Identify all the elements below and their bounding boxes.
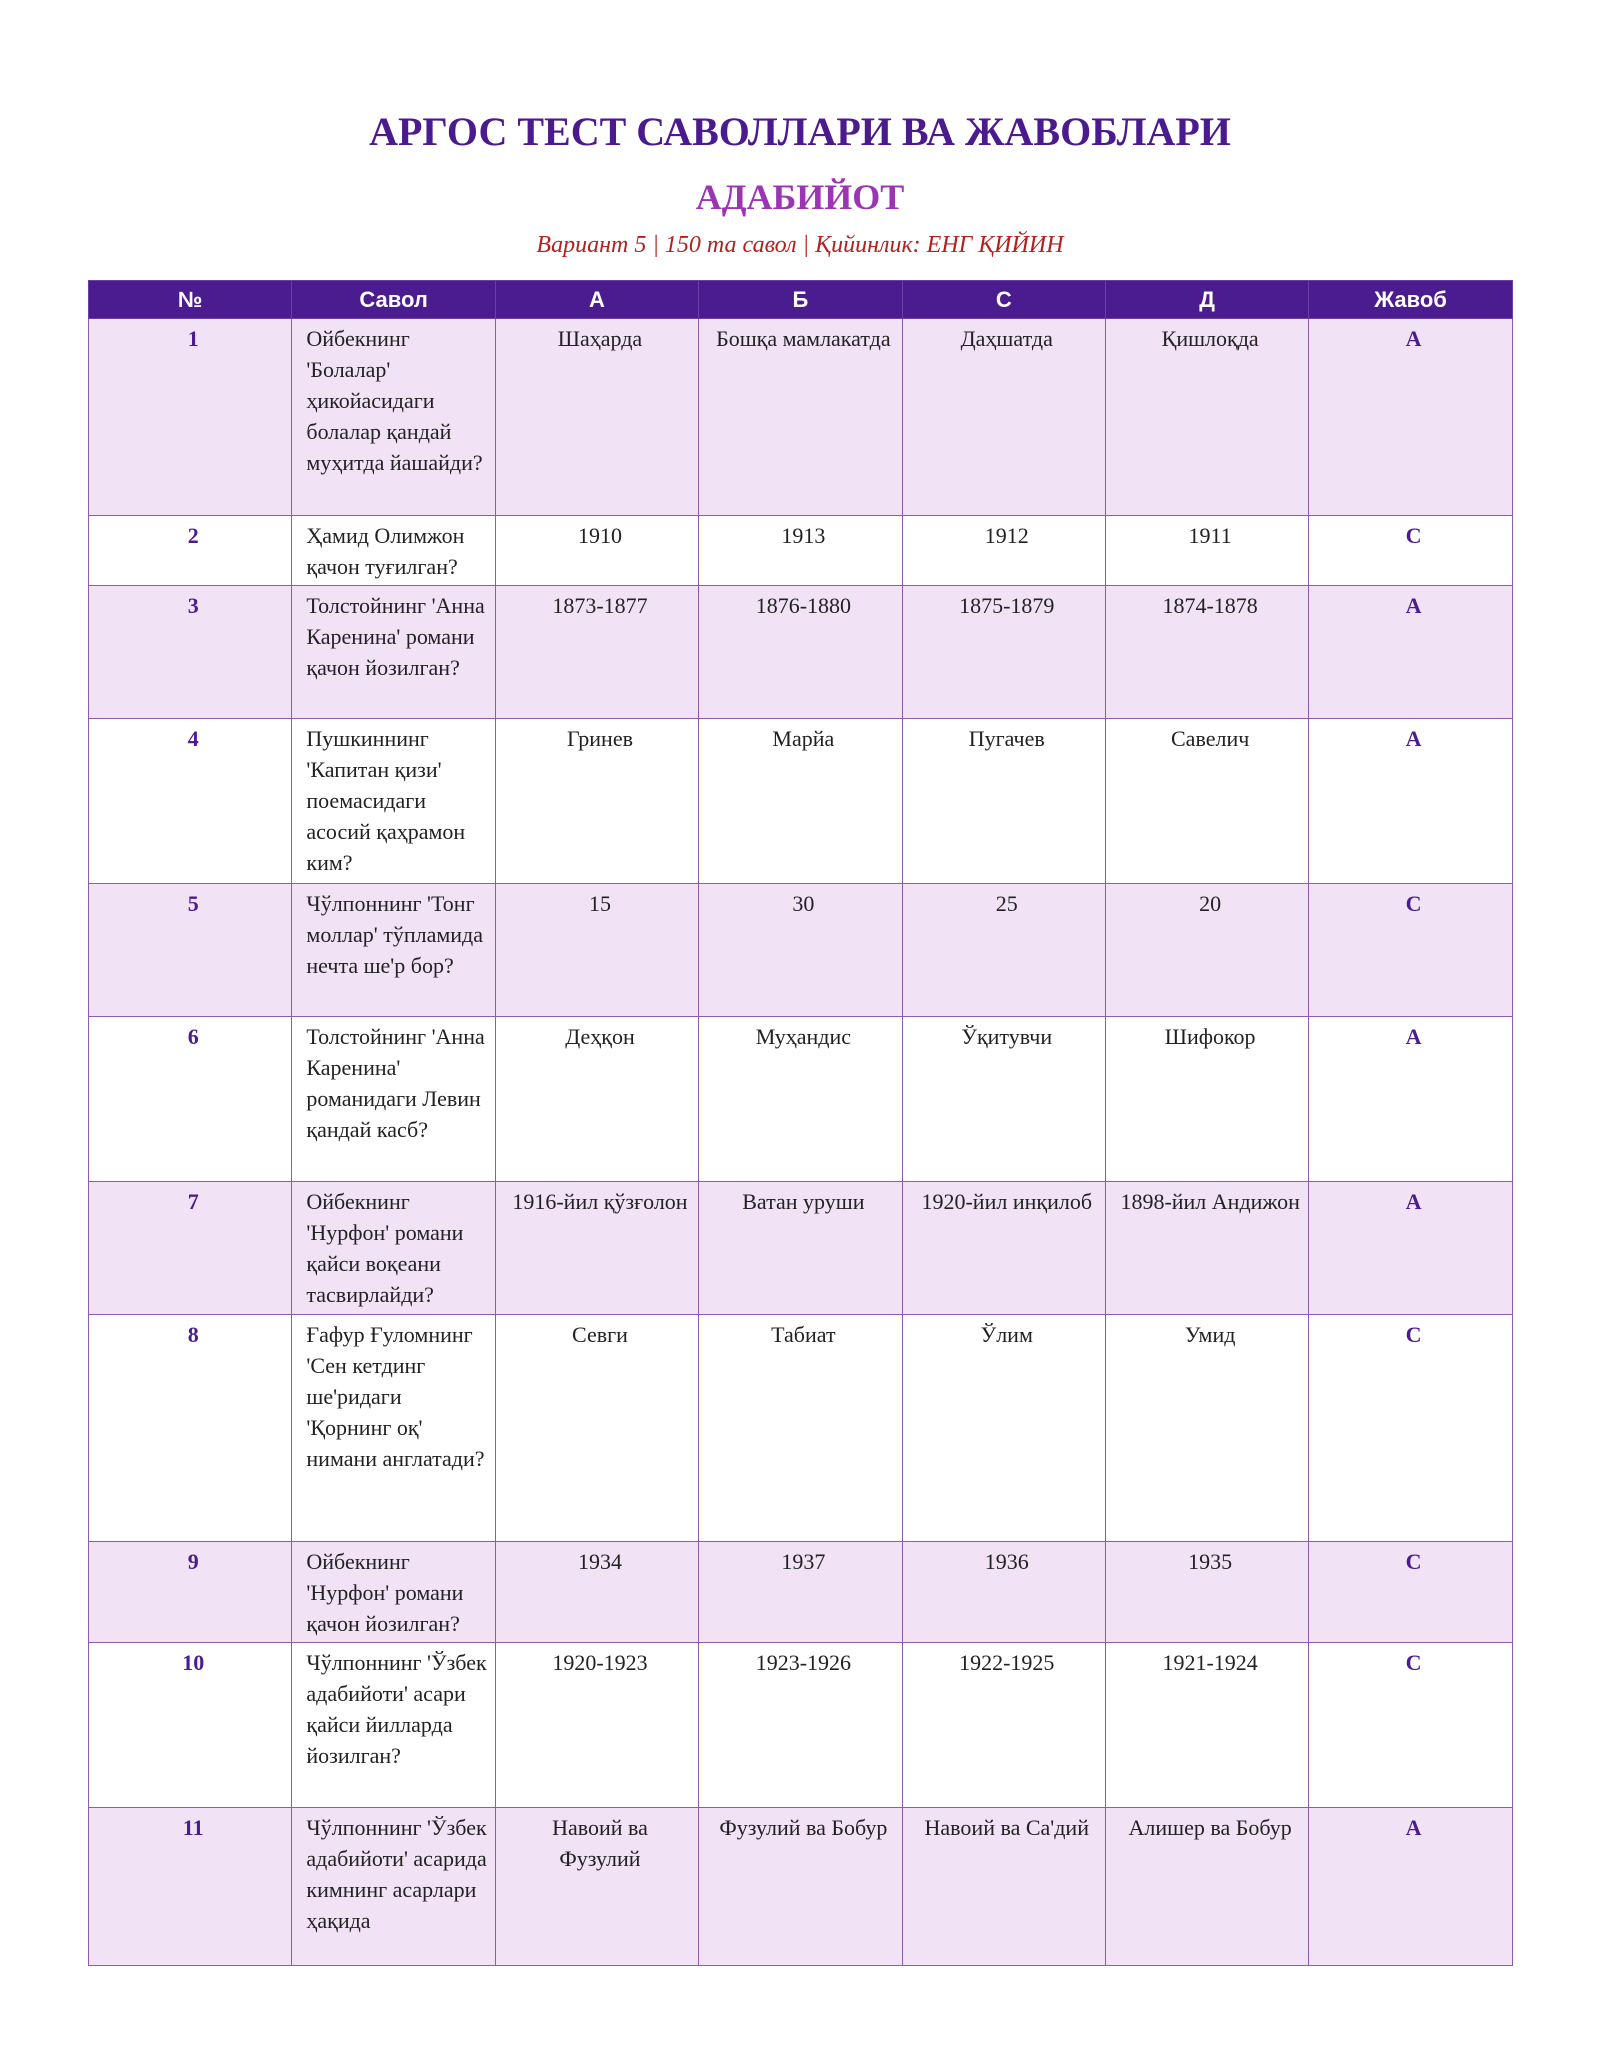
option-c: 1936 bbox=[902, 1542, 1105, 1643]
option-d: 1921-1924 bbox=[1105, 1643, 1308, 1808]
column-header-number: № bbox=[89, 281, 292, 319]
column-header-option-d: Д bbox=[1105, 281, 1308, 319]
option-b: Фузулий ва Бобур bbox=[699, 1808, 902, 1966]
table-row bbox=[89, 719, 1513, 884]
question-text: Ҳамид Олимжон қачон туғилган? bbox=[292, 516, 495, 586]
column-header-answer: Жавоб bbox=[1309, 281, 1512, 319]
correct-answer: A bbox=[1309, 1808, 1512, 1966]
option-c: 1875-1879 bbox=[902, 586, 1105, 719]
variant-info: Вариант 5 | 150 та савол | Қийинлик: ЕНГ ҚИЙИН bbox=[536, 232, 1064, 258]
option-b: Табиат bbox=[699, 1315, 902, 1542]
option-a: 1873-1877 bbox=[495, 586, 698, 719]
correct-answer: A bbox=[1309, 719, 1512, 884]
correct-answer: C bbox=[1309, 1643, 1512, 1808]
option-c: Ўлим bbox=[902, 1315, 1105, 1542]
option-c: 25 bbox=[902, 884, 1105, 1017]
option-d: Шифокор bbox=[1105, 1017, 1308, 1182]
table-row bbox=[89, 1542, 1513, 1643]
option-b: 1913 bbox=[699, 516, 902, 586]
table-row bbox=[89, 884, 1513, 1017]
table-row bbox=[89, 586, 1513, 719]
correct-answer: A bbox=[1309, 586, 1512, 719]
table-header bbox=[89, 281, 1513, 319]
option-c: 1920-йил инқилоб bbox=[902, 1182, 1105, 1315]
correct-answer: A bbox=[1309, 1017, 1512, 1182]
table-row bbox=[89, 1315, 1513, 1542]
option-b: 1923-1926 bbox=[699, 1643, 902, 1808]
correct-answer: A bbox=[1309, 319, 1512, 516]
question-number: 6 bbox=[89, 1017, 292, 1182]
option-b: Муҳандис bbox=[699, 1017, 902, 1182]
option-b: Бошқа мамлакатда bbox=[699, 319, 902, 516]
column-header-option-a: A bbox=[495, 281, 698, 319]
question-text: Чўлпоннинг 'Ўзбек адабийоти' асарида кимнинг асарлари ҳақида bbox=[292, 1808, 495, 1966]
correct-answer: C bbox=[1309, 1542, 1512, 1643]
document-title: АРГОС ТЕСТ САВОЛЛАРИ ВА ЖАВОБЛАРИ bbox=[369, 109, 1231, 154]
table-row bbox=[89, 1643, 1513, 1808]
option-a: Навоий ва Фузулий bbox=[495, 1808, 698, 1966]
option-b: 1937 bbox=[699, 1542, 902, 1643]
question-text: Чўлпоннинг 'Ўзбек адабийоти' асари қайси йилларда йозилган? bbox=[292, 1643, 495, 1808]
option-d: 1911 bbox=[1105, 516, 1308, 586]
option-b: 30 bbox=[699, 884, 902, 1017]
option-c: Навоий ва Са'дий bbox=[902, 1808, 1105, 1966]
questions-table bbox=[88, 280, 1513, 1966]
question-number: 2 bbox=[89, 516, 292, 586]
question-text: Ойбекнинг 'Нурфон' романи қачон йозилган? bbox=[292, 1542, 495, 1643]
table-row bbox=[89, 319, 1513, 516]
question-number: 5 bbox=[89, 884, 292, 1017]
question-number: 1 bbox=[89, 319, 292, 516]
option-c: 1922-1925 bbox=[902, 1643, 1105, 1808]
option-b: Ватан уруши bbox=[699, 1182, 902, 1315]
option-b: Марйа bbox=[699, 719, 902, 884]
question-number: 8 bbox=[89, 1315, 292, 1542]
question-text: Пушкиннинг 'Капитан қизи' поемасидаги асосий қаҳрамон ким? bbox=[292, 719, 495, 884]
option-c: Ўқитувчи bbox=[902, 1017, 1105, 1182]
option-c: Пугачев bbox=[902, 719, 1105, 884]
option-c: Даҳшатда bbox=[902, 319, 1105, 516]
option-d: 1898-йил Андижон bbox=[1105, 1182, 1308, 1315]
correct-answer: A bbox=[1309, 1182, 1512, 1315]
option-a: Гринев bbox=[495, 719, 698, 884]
option-a: Деҳқон bbox=[495, 1017, 698, 1182]
table-row bbox=[89, 1808, 1513, 1966]
question-number: 7 bbox=[89, 1182, 292, 1315]
option-a: 1910 bbox=[495, 516, 698, 586]
question-number: 9 bbox=[89, 1542, 292, 1643]
option-d: Алишер ва Бобур bbox=[1105, 1808, 1308, 1966]
option-a: 1934 bbox=[495, 1542, 698, 1643]
question-number: 11 bbox=[89, 1808, 292, 1966]
option-d: Умид bbox=[1105, 1315, 1308, 1542]
question-text: Толстойнинг 'Анна Каренина' романи қачон йозилган? bbox=[292, 586, 495, 719]
option-a: Севги bbox=[495, 1315, 698, 1542]
option-d: 1874-1878 bbox=[1105, 586, 1308, 719]
table-body bbox=[89, 319, 1513, 1966]
option-d: 1935 bbox=[1105, 1542, 1308, 1643]
correct-answer: C bbox=[1309, 516, 1512, 586]
option-c: 1912 bbox=[902, 516, 1105, 586]
question-text: Чўлпоннинг 'Тонг моллар' тўпламида нечта ше'р бор? bbox=[292, 884, 495, 1017]
question-number: 4 bbox=[89, 719, 292, 884]
option-d: 20 bbox=[1105, 884, 1308, 1017]
question-text: Ойбекнинг 'Нурфон' романи қайси воқеани тасвирлайди? bbox=[292, 1182, 495, 1315]
option-a: 1920-1923 bbox=[495, 1643, 698, 1808]
subject-title: АДАБИЙОТ bbox=[695, 177, 905, 217]
option-d: Савелич bbox=[1105, 719, 1308, 884]
column-header-question: Савол bbox=[292, 281, 495, 319]
option-a: Шаҳарда bbox=[495, 319, 698, 516]
table-row bbox=[89, 516, 1513, 586]
correct-answer: C bbox=[1309, 884, 1512, 1017]
table-row bbox=[89, 1182, 1513, 1315]
column-header-option-b: Б bbox=[699, 281, 902, 319]
question-text: Толстойнинг 'Анна Каренина' романидаги Левин қандай касб? bbox=[292, 1017, 495, 1182]
option-b: 1876-1880 bbox=[699, 586, 902, 719]
header-row bbox=[89, 281, 1513, 319]
option-d: Қишлоқда bbox=[1105, 319, 1308, 516]
correct-answer: C bbox=[1309, 1315, 1512, 1542]
question-text: Ойбекнинг 'Болалар' ҳикойасидаги болалар қандай муҳитда йашайди? bbox=[292, 319, 495, 516]
table-row bbox=[89, 1017, 1513, 1182]
option-a: 1916-йил қўзғолон bbox=[495, 1182, 698, 1315]
column-header-option-c: C bbox=[902, 281, 1105, 319]
question-number: 10 bbox=[89, 1643, 292, 1808]
question-text: Ғафур Ғуломнинг 'Сен кетдинг ше'ридаги 'Қорнинг оқ' нимани англатади? bbox=[292, 1315, 495, 1542]
question-number: 3 bbox=[89, 586, 292, 719]
option-a: 15 bbox=[495, 884, 698, 1017]
